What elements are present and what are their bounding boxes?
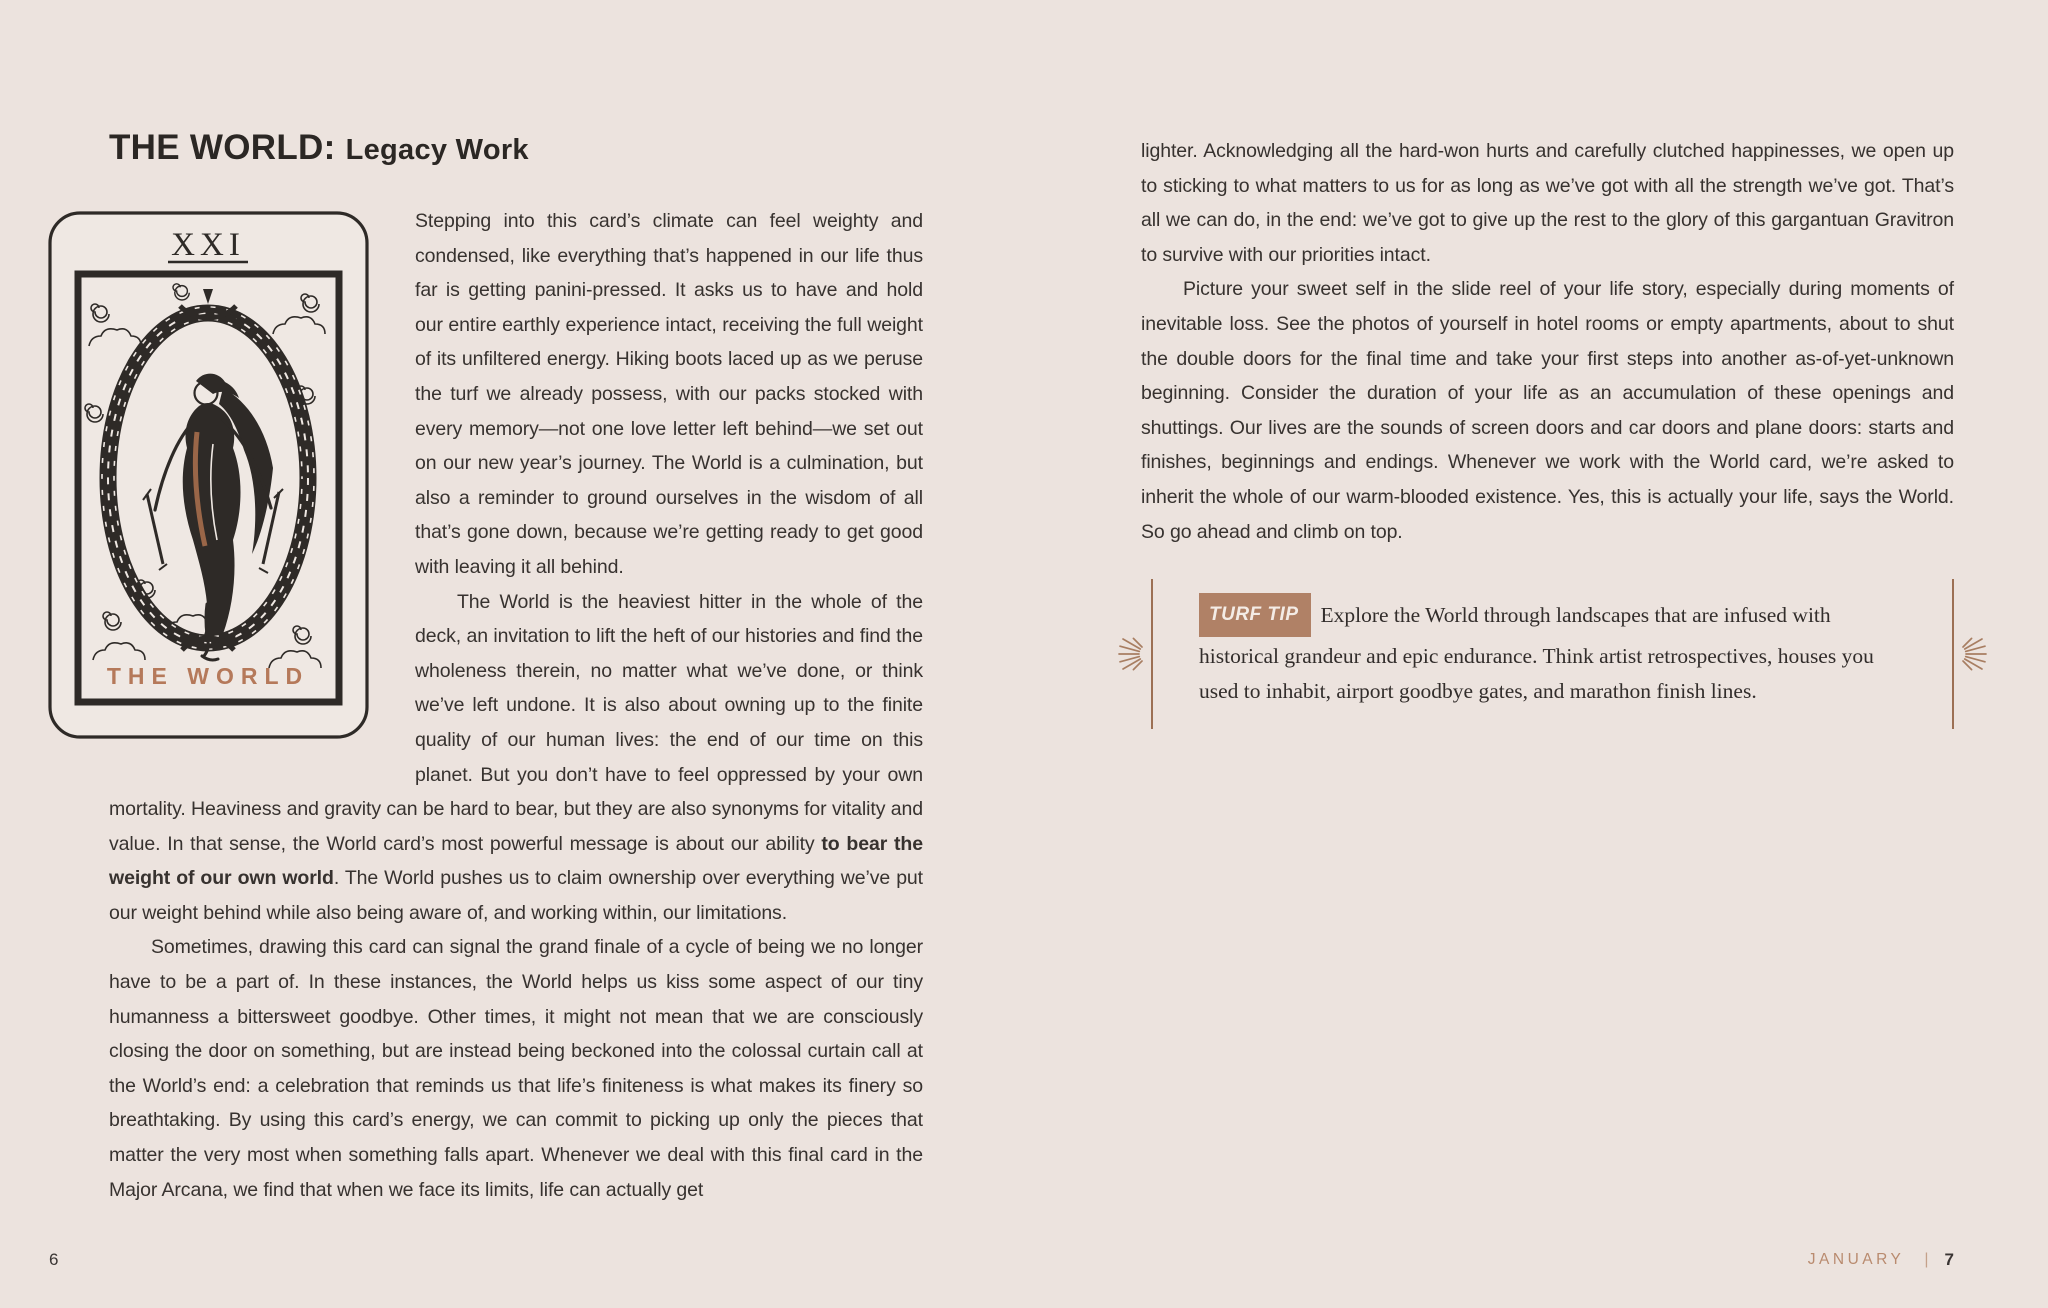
turf-tip-callout <box>1151 579 1954 729</box>
card-label: THE WORLD <box>106 663 310 689</box>
paragraph-4: lighter. Acknowledging all the hard-won hurts and carefully clutched happinesses, we open up to sticking to what matters to us for as long as we’ve got with all the strength we’ve got. That’s all we can do, in the end: we’ve got to give up the rest to the glory of this gargantuan Gravitron to survive with our priorities intact. <box>1141 140 1954 266</box>
turf-tip-text <box>1199 595 1896 709</box>
paragraph-1: Stepping into this card’s climate can feel weighty and condensed, like everything that’s happened in our life thus far is getting panini-pressed. It asks us to have and hold our entire earthly experience intact, receiving the full weight of its unfiltered energy. Hiking boots laced up as we peruse the turf we already possess, with our packs stocked with every memory—not one love letter left behind—we set out on our new year’s journey. The World is a culmination, but also a reminder to ground ourselves in the wisdom of all that’s gone down, because we’re getting ready to get good with leaving it all behind. <box>415 210 923 578</box>
sunburst-ornament-left-icon <box>1115 618 1149 690</box>
footer-month-label: JANUARY <box>1807 1251 1905 1268</box>
right-page <box>1141 134 1954 729</box>
left-page-body <box>106 204 923 1207</box>
right-page-body <box>1141 134 1954 549</box>
tarot-card-illustration <box>47 210 370 740</box>
chapter-title-subtitle: Legacy Work <box>345 134 529 166</box>
footer-right <box>1808 1250 1954 1270</box>
chapter-title-main: THE WORLD: <box>109 128 336 167</box>
tarot-card <box>47 210 370 740</box>
paragraph-5: Picture your sweet self in the slide reel of your life story, especially during moments of inevitable loss. See the photos of yourself in hotel rooms or empty apartments, about to shut the double doors for the final time and take your first steps into another as-of-yet-unknown beginning. Consider the duration of your life as an accumulation of these openings and shuttings. Our lives are the sounds of screen doors and car doors and plane doors: starts and finishes, beginnings and endings. Whenever we work with the World card, we’re asked to inherit the whole of our warm-blooded existence. Yes, this is actually your life, says the World. So go ahead and climb on top. <box>1141 278 1954 543</box>
left-page <box>106 126 923 1207</box>
card-numeral: XXI <box>171 227 245 263</box>
bold-phrase: to bear the weight of our own world <box>109 832 923 890</box>
sunburst-ornament-right-icon <box>1956 618 1990 690</box>
page-title <box>109 126 923 172</box>
footer-page-number-right: 7 <box>1944 1250 1954 1269</box>
paragraph-2-text: The World is the heaviest hitter in the whole of the deck, an invitation to lift the heft of our histories and find the wholeness therein, no matter what we’ve done, or think we’ve left undone. It is also about owning up to the finite quality of our human lives: the end of our time on this planet. But you don’t have to feel oppressed by your own mortality. Heaviness and gravity can be hard to bear, but they are also synonyms for vitality and value. In that sense, the World card’s most powerful message is about our ability <box>109 590 923 855</box>
turf-tip-label: TURF TIP <box>1199 593 1311 637</box>
footer-page-number-left: 6 <box>49 1250 59 1269</box>
footer-divider: | <box>1924 1251 1929 1268</box>
paragraph-2-rest: . The World pushes us to claim ownership over everything we’ve put our weight behind while also being aware of, and working within, our limitations. <box>109 867 923 924</box>
turf-tip-body: Explore the World through landscapes that are infused with historical grandeur and epic endurance. Think artist retrospectives, houses you used to inhabit, airport goodbye gates, and marathon finish lines. <box>1199 603 1874 704</box>
paragraph-3: Sometimes, drawing this card can signal the grand finale of a cycle of being we no longer have to be a part of. In these instances, the World helps us kiss some aspect of our tiny humanness a bittersweet goodbye. Other times, it might not mean that we are consciously closing the door on something, but are instead being beckoned into the colossal curtain call at the World’s end: a celebration that reminds us that life’s finiteness is what makes its finery so breathtaking. By using this card’s energy, we can commit to picking up only the pieces that matter the very most when something falls apart. Whenever we deal with this final card in the Major Arcana, we find that when we face its limits, life can actually get <box>109 936 923 1201</box>
